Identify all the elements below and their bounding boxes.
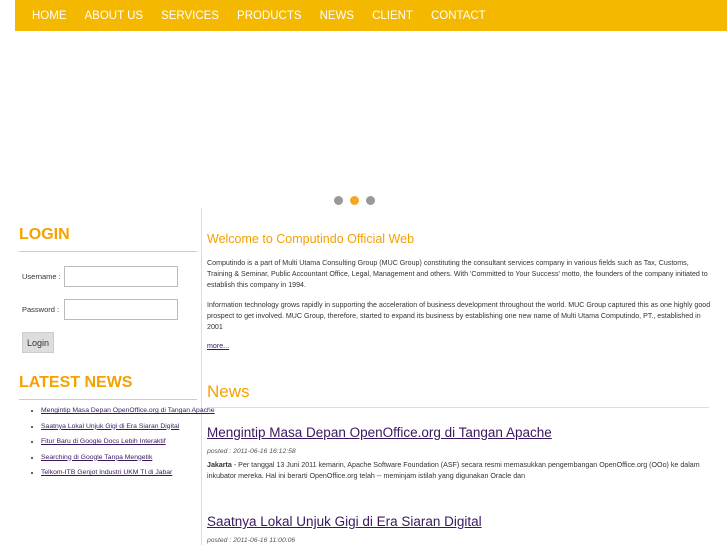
latest-news-link[interactable]: Telkom-ITB Genjot Industri UKM TI di Jabar <box>41 469 173 476</box>
nav-products[interactable]: PRODUCTS <box>237 9 302 22</box>
slider-dot-1[interactable] <box>334 196 343 205</box>
intro-paragraph-1: Computindo is a part of Multi Utama Consulting Group (MUC Group) constituting the consultant services company in various fields such as Tax, Customs, Training & Seminar, Public Accountant Office, Legal, Management and others. With 'Committed to Your Success' motto, the founders of the company initiated to establish this company in 1994. <box>207 259 708 289</box>
list-item <box>41 406 217 416</box>
nav-contact[interactable]: CONTACT <box>430 9 486 22</box>
latest-news-link[interactable]: Searching di Google Tanpa Mengetik <box>41 453 153 461</box>
list-item <box>41 422 217 432</box>
password-input[interactable] <box>64 299 178 320</box>
slider-dots <box>334 196 375 205</box>
nav-services[interactable]: SERVICES <box>161 9 220 22</box>
main-nav <box>15 0 727 31</box>
article-excerpt <box>207 460 712 482</box>
article-location: Jakarta <box>207 461 232 469</box>
username-row <box>22 266 178 287</box>
news-section-title: News <box>207 382 709 408</box>
article-body-text: - Per tanggal 13 Juni 2011 kemarin, Apache Software Foundation (ASF) secara resmi memasukkan pengembangan OpenOffice.org (OOo) ke dalam inkubator mereka. Hal ini berarti OpenOffice.org telah -- meminjam istilah yang digunakan Oracle dan <box>207 461 700 480</box>
nav-news[interactable]: NEWS <box>319 9 355 22</box>
login-button[interactable]: Login <box>22 332 54 353</box>
latest-news-link[interactable]: Saatnya Lokal Unjuk Gigi di Era Siaran Digital <box>41 422 180 430</box>
latest-news-link[interactable]: Fitur Baru di Google Docs Lebih Interaktif <box>41 438 166 445</box>
list-item <box>41 437 217 447</box>
list-item <box>41 453 217 463</box>
more-link[interactable]: more... <box>207 342 230 350</box>
column-divider <box>201 208 202 545</box>
article-date: posted : 2011-06-16 16:12:58 <box>207 448 296 455</box>
article-title[interactable]: Mengintip Masa Depan OpenOffice.org di Tangan Apache <box>207 425 552 440</box>
nav-home[interactable]: HOME <box>32 9 67 22</box>
nav-client[interactable]: CLIENT <box>372 9 413 22</box>
password-label: Password : <box>22 305 60 314</box>
slider-dot-3[interactable] <box>366 196 375 205</box>
article-date: posted : 2011-06-16 11:00:06 <box>207 537 296 544</box>
latest-news-link[interactable]: Mengintip Masa Depan OpenOffice.org di Tangan Apache <box>41 407 215 414</box>
nav-about-us[interactable]: ABOUT US <box>84 9 144 22</box>
password-row <box>22 299 178 320</box>
slider-dot-2[interactable] <box>350 196 359 205</box>
latest-news-list <box>22 406 217 484</box>
username-label: Username : <box>22 272 61 281</box>
intro-paragraph-2: Information technology grows rapidly in supporting the acceleration of business development throughout the world. MUC Group captured this as one highly good prospect to get involved. MUC Group, therefore, started to expand its business by establishing one new name of Multi Utama Computindo, PT., established in 2001 <box>207 301 711 331</box>
list-item <box>41 468 217 478</box>
welcome-title: Welcome to Computindo Official Web <box>207 232 415 246</box>
article-title[interactable]: Saatnya Lokal Unjuk Gigi di Era Siaran Digital <box>207 514 482 529</box>
login-heading: LOGIN <box>19 226 197 252</box>
latest-news-heading: LATEST NEWS <box>19 374 197 400</box>
username-input[interactable] <box>64 266 178 287</box>
main-content <box>207 232 712 544</box>
